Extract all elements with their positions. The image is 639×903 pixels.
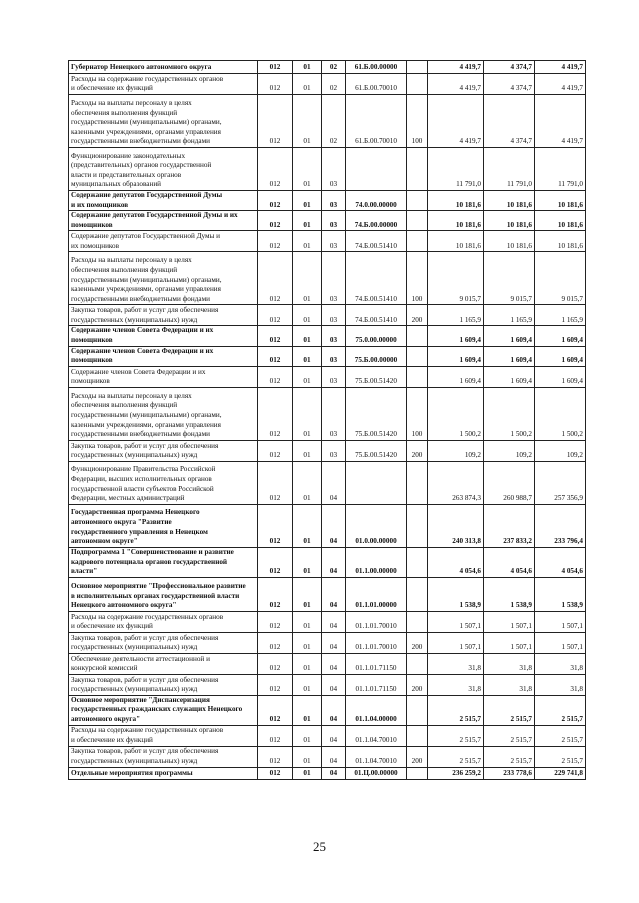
table-row [69,632,586,653]
amount-year3-cell: 10 181,6 [535,211,586,231]
amount-year3-cell: 9 015,7 [535,252,586,305]
amount-year3-cell: 10 181,6 [535,231,586,252]
amount-year3-cell: 10 181,6 [535,191,586,211]
row-name-cell: Содержание членов Совета Федерации и их помощников [69,366,258,387]
table-row [69,695,586,725]
expense-type-cell [407,653,428,674]
row-name-cell: Расходы на выплаты персоналу в целях обеспечения выполнения функций государственными (муниципальными) органами, казенными учреждениями, органами управления государственными внебюджетными фондами [69,387,258,440]
row-name-cell: Содержание депутатов Государственной Думы и их помощников [69,211,258,231]
table-row [69,366,586,387]
row-name-cell: Подпрограмма 1 "Совершенствование и развитие кадрового потенциала органов государственной власти" [69,547,258,577]
ministry-code-cell: 012 [258,387,293,440]
subsection-code-cell: 02 [322,74,346,95]
target-article-cell [346,148,407,191]
expense-type-cell [407,725,428,746]
ministry-code-cell: 012 [258,725,293,746]
amount-year1-cell: 1 500,2 [428,387,484,440]
expense-type-cell: 100 [407,252,428,305]
amount-year1-cell: 4 054,6 [428,547,484,577]
amount-year1-cell: 10 181,6 [428,191,484,211]
amount-year2-cell: 1 165,9 [484,305,535,326]
amount-year1-cell: 9 015,7 [428,252,484,305]
subsection-code-cell: 03 [322,211,346,231]
subsection-code-cell: 03 [322,252,346,305]
amount-year3-cell: 233 796,4 [535,504,586,547]
ministry-code-cell: 012 [258,191,293,211]
table-row [69,461,586,504]
row-name-cell: Функционирование законодательных (представительных) органов государственной власти и представительных органов муниципальных образований [69,148,258,191]
row-name-cell: Основное мероприятие "Диспансеризация государственных гражданских служащих Ненецкого автономного округа" [69,695,258,725]
table-row [69,252,586,305]
amount-year3-cell: 2 515,7 [535,746,586,767]
row-name-cell: Закупка товаров, работ и услуг для обеспечения государственных (муниципальных) нужд [69,632,258,653]
amount-year3-cell: 1 507,1 [535,611,586,632]
amount-year3-cell: 4 054,6 [535,547,586,577]
section-code-cell: 01 [293,653,322,674]
ministry-code-cell: 012 [258,366,293,387]
subsection-code-cell: 03 [322,387,346,440]
ministry-code-cell: 012 [258,61,293,74]
section-code-cell: 01 [293,231,322,252]
amount-year3-cell: 2 515,7 [535,695,586,725]
amount-year1-cell: 2 515,7 [428,695,484,725]
ministry-code-cell: 012 [258,653,293,674]
amount-year3-cell: 31,8 [535,653,586,674]
table-row [69,326,586,346]
row-name-cell: Отдельные мероприятия программы [69,767,258,779]
ministry-code-cell: 012 [258,211,293,231]
subsection-code-cell: 04 [322,746,346,767]
amount-year1-cell: 236 259,2 [428,767,484,779]
table-row [69,440,586,461]
ministry-code-cell: 012 [258,695,293,725]
table-row [69,611,586,632]
amount-year3-cell: 109,2 [535,440,586,461]
row-name-cell: Расходы на выплаты персоналу в целях обеспечения выполнения функций государственными (муниципальными) органами, казенными учреждениями, органами управления государственными внебюджетными фондами [69,252,258,305]
ministry-code-cell: 012 [258,326,293,346]
table-row [69,504,586,547]
table-row [69,61,586,74]
expense-type-cell [407,231,428,252]
row-name-cell: Расходы на содержание государственных органов и обеспечение их функций [69,74,258,95]
row-name-cell: Губернатор Ненецкого автономного округа [69,61,258,74]
expense-type-cell [407,211,428,231]
amount-year2-cell: 2 515,7 [484,695,535,725]
section-code-cell: 01 [293,547,322,577]
subsection-code-cell: 02 [322,95,346,148]
ministry-code-cell: 012 [258,95,293,148]
target-article-cell: 61.Б.00.70010 [346,74,407,95]
ministry-code-cell: 012 [258,252,293,305]
ministry-code-cell: 012 [258,577,293,611]
section-code-cell: 01 [293,74,322,95]
row-name-cell: Закупка товаров, работ и услуг для обеспечения государственных (муниципальных) нужд [69,305,258,326]
section-code-cell: 01 [293,252,322,305]
amount-year1-cell: 31,8 [428,653,484,674]
target-article-cell: 61.Б.00.00000 [346,61,407,74]
amount-year2-cell: 260 988,7 [484,461,535,504]
section-code-cell: 01 [293,346,322,366]
budget-table [68,60,586,780]
amount-year2-cell: 2 515,7 [484,725,535,746]
ministry-code-cell: 012 [258,74,293,95]
subsection-code-cell: 03 [322,440,346,461]
target-article-cell: 75.0.00.00000 [346,326,407,346]
table-row [69,577,586,611]
ministry-code-cell: 012 [258,148,293,191]
expense-type-cell [407,504,428,547]
amount-year2-cell: 1 609,4 [484,346,535,366]
table-row [69,191,586,211]
target-article-cell: 01.Ц.00.00000 [346,767,407,779]
target-article-cell: 01.1.01.70010 [346,632,407,653]
expense-type-cell [407,346,428,366]
amount-year2-cell: 233 778,6 [484,767,535,779]
amount-year3-cell: 1 507,1 [535,632,586,653]
amount-year3-cell: 1 165,9 [535,305,586,326]
expense-type-cell: 200 [407,746,428,767]
table-row [69,725,586,746]
subsection-code-cell: 03 [322,191,346,211]
amount-year2-cell: 237 833,2 [484,504,535,547]
expense-type-cell: 200 [407,440,428,461]
amount-year3-cell: 2 515,7 [535,725,586,746]
expense-type-cell [407,577,428,611]
target-article-cell: 75.Б.00.51420 [346,366,407,387]
section-code-cell: 01 [293,148,322,191]
target-article-cell [346,461,407,504]
table-row [69,211,586,231]
amount-year1-cell: 11 791,0 [428,148,484,191]
section-code-cell: 01 [293,440,322,461]
table-row [69,305,586,326]
page-number: 25 [313,839,326,854]
amount-year3-cell: 1 609,4 [535,326,586,346]
target-article-cell: 01.0.00.00000 [346,504,407,547]
row-name-cell: Содержание депутатов Государственной Думы и их помощников [69,231,258,252]
ministry-code-cell: 012 [258,231,293,252]
row-name-cell: Расходы на содержание государственных органов и обеспечение их функций [69,725,258,746]
row-name-cell: Содержание депутатов Государственной Думы и их помощников [69,191,258,211]
row-name-cell: Обеспечение деятельности аттестационной и конкурсной комиссий [69,653,258,674]
row-name-cell: Закупка товаров, работ и услуг для обеспечения государственных (муниципальных) нужд [69,674,258,695]
amount-year1-cell: 2 515,7 [428,725,484,746]
table-row [69,346,586,366]
expense-type-cell [407,61,428,74]
section-code-cell: 01 [293,211,322,231]
section-code-cell: 01 [293,387,322,440]
table-row [69,148,586,191]
ministry-code-cell: 012 [258,547,293,577]
amount-year1-cell: 1 165,9 [428,305,484,326]
section-code-cell: 01 [293,577,322,611]
row-name-cell: Расходы на содержание государственных органов и обеспечение их функций [69,611,258,632]
amount-year2-cell: 10 181,6 [484,191,535,211]
table-row [69,653,586,674]
amount-year3-cell: 4 419,7 [535,74,586,95]
amount-year3-cell: 1 609,4 [535,366,586,387]
expense-type-cell [407,366,428,387]
row-name-cell: Закупка товаров, работ и услуг для обеспечения государственных (муниципальных) нужд [69,440,258,461]
target-article-cell: 01.1.04.00000 [346,695,407,725]
subsection-code-cell: 04 [322,653,346,674]
amount-year2-cell: 11 791,0 [484,148,535,191]
amount-year2-cell: 1 507,1 [484,611,535,632]
expense-type-cell [407,461,428,504]
table-row [69,547,586,577]
section-code-cell: 01 [293,95,322,148]
target-article-cell: 01.1.04.70010 [346,746,407,767]
subsection-code-cell: 04 [322,547,346,577]
expense-type-cell [407,326,428,346]
target-article-cell: 01.1.01.71150 [346,674,407,695]
amount-year3-cell: 11 791,0 [535,148,586,191]
section-code-cell: 01 [293,61,322,74]
subsection-code-cell: 03 [322,231,346,252]
expense-type-cell [407,74,428,95]
subsection-code-cell: 04 [322,695,346,725]
row-name-cell: Расходы на выплаты персоналу в целях обеспечения выполнения функций государственными (муниципальными) органами, казенными учреждениями, органами управления государственными внебюджетными фондами [69,95,258,148]
section-code-cell: 01 [293,504,322,547]
expense-type-cell [407,767,428,779]
target-article-cell: 61.Б.00.70010 [346,95,407,148]
ministry-code-cell: 012 [258,305,293,326]
subsection-code-cell: 03 [322,326,346,346]
expense-type-cell [407,611,428,632]
amount-year2-cell: 4 054,6 [484,547,535,577]
target-article-cell: 01.1.00.00000 [346,547,407,577]
section-code-cell: 01 [293,611,322,632]
ministry-code-cell: 012 [258,746,293,767]
amount-year2-cell: 1 538,9 [484,577,535,611]
table-row [69,746,586,767]
subsection-code-cell: 04 [322,461,346,504]
amount-year1-cell: 240 313,8 [428,504,484,547]
subsection-code-cell: 04 [322,611,346,632]
amount-year2-cell: 4 374,7 [484,61,535,74]
amount-year1-cell: 2 515,7 [428,746,484,767]
amount-year1-cell: 1 609,4 [428,346,484,366]
amount-year3-cell: 4 419,7 [535,95,586,148]
ministry-code-cell: 012 [258,440,293,461]
section-code-cell: 01 [293,632,322,653]
amount-year1-cell: 109,2 [428,440,484,461]
amount-year3-cell: 1 609,4 [535,346,586,366]
table-row [69,95,586,148]
row-name-cell: Государственная программа Ненецкого автономного округа "Развитие государственного управления в Ненецком автономном округе" [69,504,258,547]
subsection-code-cell: 04 [322,767,346,779]
subsection-code-cell: 03 [322,305,346,326]
subsection-code-cell: 04 [322,674,346,695]
amount-year1-cell: 1 507,1 [428,611,484,632]
section-code-cell: 01 [293,725,322,746]
target-article-cell: 74.0.00.00000 [346,191,407,211]
target-article-cell: 74.Б.00.51410 [346,231,407,252]
section-code-cell: 01 [293,746,322,767]
subsection-code-cell: 03 [322,366,346,387]
amount-year3-cell: 4 419,7 [535,61,586,74]
amount-year2-cell: 9 015,7 [484,252,535,305]
amount-year2-cell: 2 515,7 [484,746,535,767]
ministry-code-cell: 012 [258,461,293,504]
expense-type-cell [407,148,428,191]
amount-year2-cell: 4 374,7 [484,74,535,95]
amount-year3-cell: 229 741,8 [535,767,586,779]
expense-type-cell: 200 [407,305,428,326]
target-article-cell: 75.Б.00.51420 [346,440,407,461]
target-article-cell: 74.Б.00.51410 [346,252,407,305]
ministry-code-cell: 012 [258,674,293,695]
amount-year1-cell: 4 419,7 [428,61,484,74]
subsection-code-cell: 02 [322,61,346,74]
target-article-cell: 01.1.01.70010 [346,611,407,632]
budget-table-body [69,61,586,780]
table-row [69,674,586,695]
amount-year2-cell: 1 507,1 [484,632,535,653]
amount-year3-cell: 1 538,9 [535,577,586,611]
amount-year1-cell: 31,8 [428,674,484,695]
amount-year2-cell: 10 181,6 [484,231,535,252]
amount-year1-cell: 1 507,1 [428,632,484,653]
section-code-cell: 01 [293,366,322,387]
amount-year3-cell: 1 500,2 [535,387,586,440]
expense-type-cell: 100 [407,387,428,440]
ministry-code-cell: 012 [258,632,293,653]
expense-type-cell [407,695,428,725]
amount-year3-cell: 31,8 [535,674,586,695]
section-code-cell: 01 [293,674,322,695]
ministry-code-cell: 012 [258,611,293,632]
amount-year2-cell: 109,2 [484,440,535,461]
table-row [69,231,586,252]
amount-year1-cell: 10 181,6 [428,211,484,231]
subsection-code-cell: 04 [322,725,346,746]
amount-year2-cell: 31,8 [484,653,535,674]
amount-year2-cell: 1 609,4 [484,326,535,346]
expense-type-cell: 100 [407,95,428,148]
subsection-code-cell: 04 [322,577,346,611]
expense-type-cell: 200 [407,632,428,653]
amount-year1-cell: 4 419,7 [428,74,484,95]
section-code-cell: 01 [293,461,322,504]
row-name-cell: Функционирование Правительства Российской Федерации, высших исполнительных органов государственной власти субъектов Российской Федерации, местных администраций [69,461,258,504]
target-article-cell: 74.Б.00.51410 [346,305,407,326]
target-article-cell: 01.1.04.70010 [346,725,407,746]
section-code-cell: 01 [293,191,322,211]
amount-year2-cell: 1 500,2 [484,387,535,440]
subsection-code-cell: 04 [322,504,346,547]
ministry-code-cell: 012 [258,504,293,547]
amount-year2-cell: 10 181,6 [484,211,535,231]
expense-type-cell [407,191,428,211]
amount-year1-cell: 10 181,6 [428,231,484,252]
amount-year2-cell: 31,8 [484,674,535,695]
amount-year1-cell: 1 609,4 [428,366,484,387]
subsection-code-cell: 03 [322,346,346,366]
amount-year1-cell: 1 609,4 [428,326,484,346]
target-article-cell: 74.Б.00.00000 [346,211,407,231]
target-article-cell: 75.Б.00.51420 [346,387,407,440]
amount-year1-cell: 1 538,9 [428,577,484,611]
target-article-cell: 75.Б.00.00000 [346,346,407,366]
amount-year1-cell: 263 874,3 [428,461,484,504]
table-row [69,387,586,440]
ministry-code-cell: 012 [258,767,293,779]
amount-year2-cell: 4 374,7 [484,95,535,148]
section-code-cell: 01 [293,326,322,346]
section-code-cell: 01 [293,305,322,326]
expense-type-cell: 200 [407,674,428,695]
section-code-cell: 01 [293,695,322,725]
ministry-code-cell: 012 [258,346,293,366]
row-name-cell: Основное мероприятие "Профессиональное развитие в исполнительных органах государственной власти Ненецкого автономного округа" [69,577,258,611]
subsection-code-cell: 04 [322,632,346,653]
target-article-cell: 01.1.01.00000 [346,577,407,611]
section-code-cell: 01 [293,767,322,779]
table-row [69,74,586,95]
row-name-cell: Закупка товаров, работ и услуг для обеспечения государственных (муниципальных) нужд [69,746,258,767]
target-article-cell: 01.1.01.71150 [346,653,407,674]
row-name-cell: Содержание членов Совета Федерации и их помощников [69,346,258,366]
amount-year2-cell: 1 609,4 [484,366,535,387]
row-name-cell: Содержание членов Совета Федерации и их помощников [69,326,258,346]
subsection-code-cell: 03 [322,148,346,191]
expense-type-cell [407,547,428,577]
amount-year3-cell: 257 356,9 [535,461,586,504]
table-row [69,767,586,779]
amount-year1-cell: 4 419,7 [428,95,484,148]
